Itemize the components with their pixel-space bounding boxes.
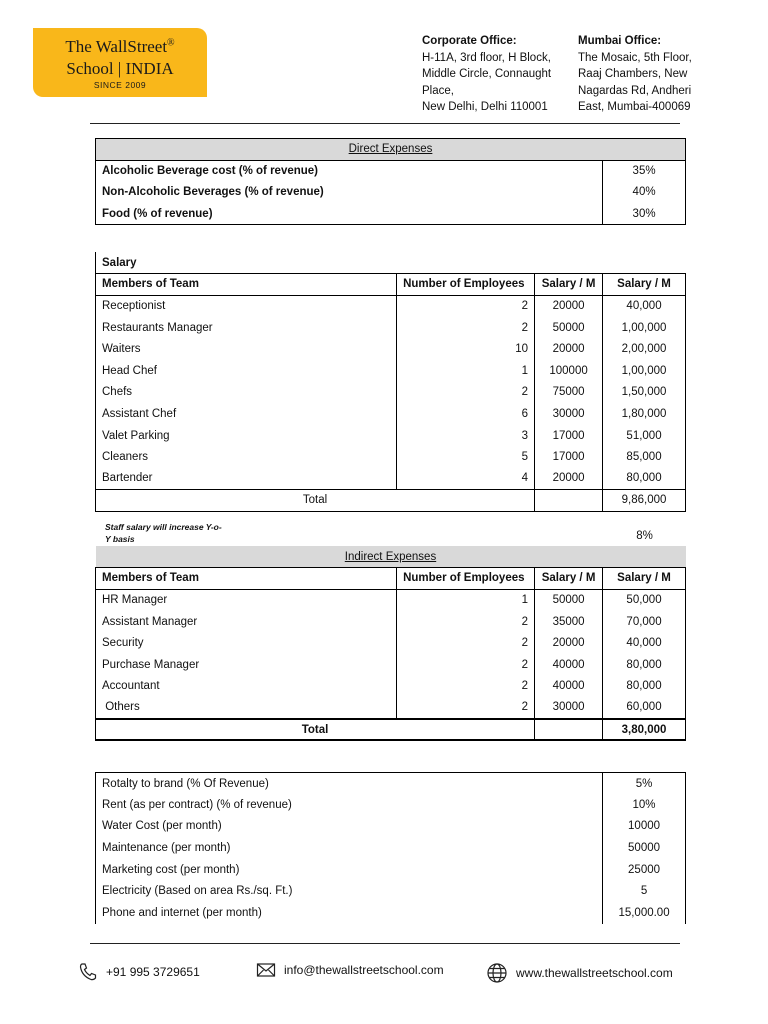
salary-total: 85,000	[603, 446, 686, 468]
table-row	[96, 446, 686, 468]
table-row	[96, 611, 686, 633]
table-row	[96, 859, 686, 881]
member-name: Assistant Manager	[96, 611, 397, 633]
employee-count: 2	[397, 382, 535, 404]
corporate-office-line: New Delhi, Delhi 110001	[422, 101, 548, 113]
corporate-office-line: Place,	[422, 84, 454, 97]
column-header: Members of Team	[96, 274, 397, 296]
footer-website[interactable]	[486, 962, 673, 984]
employee-count: 10	[397, 338, 535, 360]
total-empty-cell	[535, 719, 603, 741]
footer-divider	[90, 943, 680, 944]
member-name: Valet Parking	[96, 425, 397, 447]
salary-total: 40,000	[603, 295, 686, 317]
table-row	[96, 697, 686, 719]
salary-total: 70,000	[603, 611, 686, 633]
member-name: Cleaners	[96, 446, 397, 468]
corporate-office-line: Middle Circle, Connaught	[422, 68, 552, 80]
salary-per-month: 30000	[535, 403, 603, 425]
table-row	[96, 360, 686, 382]
column-header: Salary / M	[535, 274, 603, 296]
expense-label: Rent (as per contract) (% of revenue)	[96, 794, 603, 816]
employee-count: 1	[397, 589, 535, 611]
salary-per-month: 50000	[535, 317, 603, 339]
table-row	[96, 773, 686, 795]
expense-value: 5	[603, 880, 686, 902]
employee-count: 4	[397, 468, 535, 490]
salary-per-month: 17000	[535, 425, 603, 447]
indirect-expenses-table	[95, 546, 686, 741]
table-row	[96, 816, 686, 838]
employee-count: 3	[397, 425, 535, 447]
employee-count: 2	[397, 632, 535, 654]
table-row	[96, 676, 686, 698]
corporate-office-heading: Corporate Office:	[422, 35, 517, 47]
table-row	[96, 317, 686, 339]
direct-expense-value: 35%	[603, 160, 686, 182]
mumbai-office-heading: Mumbai Office:	[578, 35, 662, 47]
salary-total: 1,80,000	[603, 403, 686, 425]
member-name: Head Chef	[96, 360, 397, 382]
employee-count: 2	[397, 676, 535, 698]
column-header: Salary / M	[535, 568, 603, 590]
member-name: Security	[96, 632, 397, 654]
total-empty-cell	[535, 490, 603, 512]
salary-per-month: 40000	[535, 676, 603, 698]
logo-since: SINCE 2009	[93, 80, 147, 90]
table-header-row	[96, 274, 686, 296]
member-name: Restaurants Manager	[96, 317, 397, 339]
table-row	[96, 880, 686, 902]
expense-label: Marketing cost (per month)	[96, 859, 603, 881]
mumbai-office-line: East, Mumbai-400069	[578, 101, 691, 113]
phone-number: +91 995 3729651	[106, 965, 200, 979]
email-address: info@thewallstreetschool.com	[284, 963, 444, 977]
employee-count: 2	[397, 654, 535, 676]
other-expenses-table	[95, 772, 686, 924]
column-header: Number of Employees	[397, 568, 535, 590]
column-header: Members of Team	[96, 568, 397, 590]
salary-total: 50,000	[603, 589, 686, 611]
member-name: Assistant Chef	[96, 403, 397, 425]
phone-icon	[78, 962, 98, 982]
envelope-icon	[256, 962, 276, 978]
expense-label: Rotalty to brand (% Of Revenue)	[96, 773, 603, 795]
salary-per-month: 100000	[535, 360, 603, 382]
header-divider	[90, 123, 680, 124]
website-url: www.thewallstreetschool.com	[516, 966, 673, 980]
table-row	[96, 589, 686, 611]
footer-phone[interactable]	[78, 962, 200, 982]
mumbai-office-line: The Mosaic, 5th Floor,	[578, 51, 692, 64]
salary-per-month: 35000	[535, 611, 603, 633]
member-name: Chefs	[96, 382, 397, 404]
expense-label: Electricity (Based on area Rs./sq. Ft.)	[96, 880, 603, 902]
column-header: Salary / M	[603, 274, 686, 296]
salary-total: 60,000	[603, 697, 686, 719]
mumbai-office-line: Nagardas Rd, Andheri	[578, 84, 692, 97]
table-row	[96, 182, 686, 204]
member-name: Bartender	[96, 468, 397, 490]
expense-value: 10%	[603, 794, 686, 816]
member-name: Waiters	[96, 338, 397, 360]
employee-count: 2	[397, 295, 535, 317]
member-name: Receptionist	[96, 295, 397, 317]
member-name: Purchase Manager	[96, 654, 397, 676]
member-name: Accountant	[96, 676, 397, 698]
total-row	[96, 490, 686, 512]
corporate-office-line: H-11A, 3rd floor, H Block,	[422, 51, 551, 64]
employee-count: 6	[397, 403, 535, 425]
expense-label: Water Cost (per month)	[96, 816, 603, 838]
salary-per-month: 50000	[535, 589, 603, 611]
table-header-row	[96, 568, 686, 590]
salary-table	[95, 252, 686, 512]
globe-icon	[486, 962, 508, 984]
salary-total: 51,000	[603, 425, 686, 447]
table-row	[96, 837, 686, 859]
table-row	[96, 425, 686, 447]
salary-per-month: 20000	[535, 295, 603, 317]
salary-total: 1,00,000	[603, 360, 686, 382]
mumbai-office	[578, 33, 692, 116]
column-header: Number of Employees	[397, 274, 535, 296]
indirect-grand-total: 3,80,000	[603, 719, 686, 741]
footer-email[interactable]	[256, 962, 444, 978]
salary-per-month: 40000	[535, 654, 603, 676]
logo-line-2: School | INDIA	[66, 59, 174, 78]
salary-total: 1,00,000	[603, 317, 686, 339]
table-row	[96, 654, 686, 676]
company-logo	[33, 28, 207, 97]
logo-line-1: The WallStreet®	[65, 37, 175, 56]
total-label: Total	[96, 719, 535, 741]
mumbai-office-line: Raaj Chambers, New	[578, 68, 688, 80]
direct-expense-label: Food (% of revenue)	[96, 203, 603, 225]
employee-count: 1	[397, 360, 535, 382]
salary-total: 1,50,000	[603, 382, 686, 404]
expense-value: 50000	[603, 837, 686, 859]
corporate-office	[422, 33, 551, 116]
salary-per-month: 17000	[535, 446, 603, 468]
employee-count: 2	[397, 317, 535, 339]
direct-expenses-title: Direct Expenses	[96, 139, 686, 161]
table-row	[96, 403, 686, 425]
expense-value: 5%	[603, 773, 686, 795]
salary-grand-total: 9,86,000	[603, 490, 686, 512]
salary-total: 80,000	[603, 676, 686, 698]
salary-per-month: 20000	[535, 338, 603, 360]
salary-increase-note	[105, 521, 222, 545]
direct-expense-value: 40%	[603, 182, 686, 204]
employee-count: 2	[397, 611, 535, 633]
expense-value: 25000	[603, 859, 686, 881]
employee-count: 5	[397, 446, 535, 468]
table-row	[96, 546, 686, 568]
expense-label: Maintenance (per month)	[96, 837, 603, 859]
direct-expenses-table	[95, 138, 686, 225]
salary-total: 80,000	[603, 468, 686, 490]
table-row	[96, 794, 686, 816]
salary-per-month: 20000	[535, 632, 603, 654]
note-line: Y basis	[105, 534, 135, 544]
note-line: Staff salary will increase Y-o-	[105, 522, 222, 532]
salary-per-month: 75000	[535, 382, 603, 404]
table-row	[96, 252, 686, 274]
table-row	[96, 382, 686, 404]
table-row	[96, 203, 686, 225]
member-name: Others	[96, 697, 397, 719]
salary-per-month: 20000	[535, 468, 603, 490]
direct-expense-value: 30%	[603, 203, 686, 225]
total-row	[96, 719, 686, 741]
expense-value: 10000	[603, 816, 686, 838]
salary-total: 40,000	[603, 632, 686, 654]
member-name: HR Manager	[96, 589, 397, 611]
table-row	[96, 139, 686, 161]
table-row	[96, 902, 686, 924]
table-row	[96, 468, 686, 490]
salary-total: 2,00,000	[603, 338, 686, 360]
table-row	[96, 632, 686, 654]
table-row	[96, 160, 686, 182]
direct-expense-label: Non-Alcoholic Beverages (% of revenue)	[96, 182, 603, 204]
table-row	[96, 338, 686, 360]
expense-value: 15,000.00	[603, 902, 686, 924]
expense-label: Phone and internet (per month)	[96, 902, 603, 924]
salary-increase-value: 8%	[636, 530, 653, 542]
salary-total: 80,000	[603, 654, 686, 676]
total-label: Total	[96, 490, 535, 512]
employee-count: 2	[397, 697, 535, 719]
indirect-expenses-title: Indirect Expenses	[96, 546, 686, 568]
salary-title: Salary	[96, 252, 686, 274]
direct-expense-label: Alcoholic Beverage cost (% of revenue)	[96, 160, 603, 182]
table-row	[96, 295, 686, 317]
column-header: Salary / M	[603, 568, 686, 590]
salary-per-month: 30000	[535, 697, 603, 719]
